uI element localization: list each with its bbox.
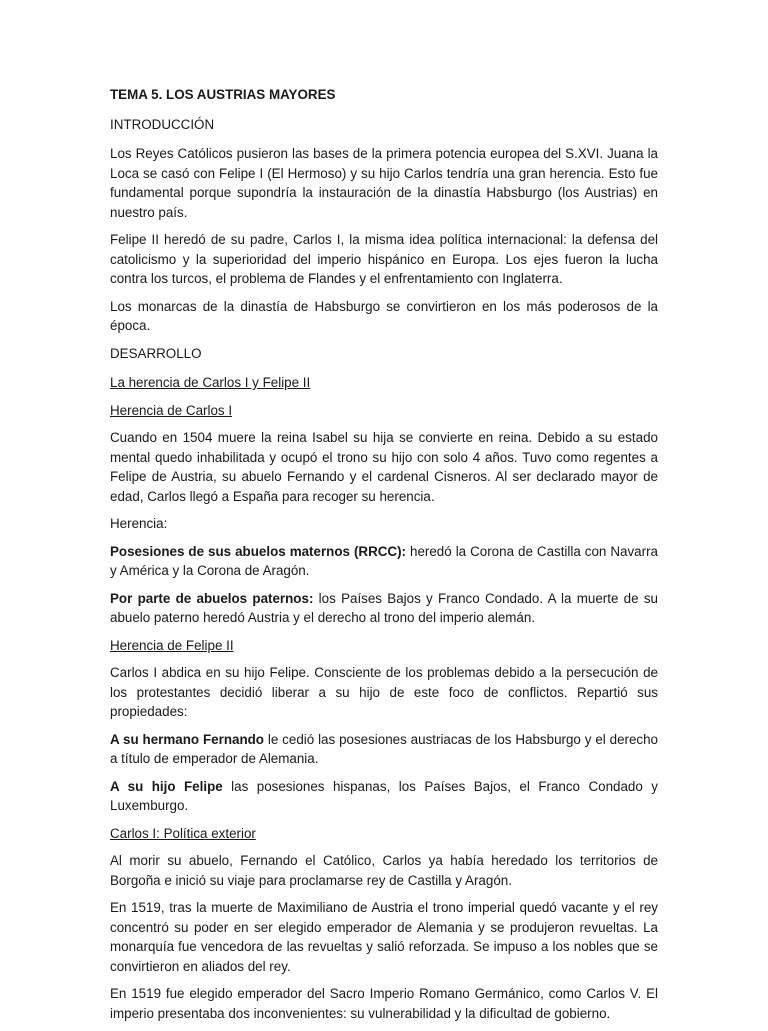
- subsection-title-carlos-i: Herencia de Carlos I: [110, 402, 233, 418]
- felipe-text: las posesiones hispanas, los Países Bajos, el Franco Condado y Luxemburgo.: [110, 778, 658, 813]
- intro-paragraph-3: Los monarcas de la dinastía de Habsburgo se convirtieron en los más poderosos de la época.: [110, 298, 658, 333]
- subsection-title-felipe-ii: Herencia de Felipe II: [110, 637, 234, 653]
- subsection-title-politica-exterior: Carlos I: Política exterior: [110, 825, 256, 841]
- politica-exterior-paragraph-2: En 1519, tras la muerte de Maximiliano de Austria el trono imperial quedó vacante y el rey concentró su poder en ser elegido emperador de Alemania y se produjeron revueltas. La monarquía fue vencedora de las revueltas y salió reforzada. Se impuso a los nobles que se convirtieron en aliados del rey.: [110, 900, 658, 974]
- document-body: [110, 85, 658, 1031]
- felipe-label: A su hijo Felipe: [110, 778, 223, 794]
- politica-exterior-paragraph-1: Al morir su abuelo, Fernando el Católico, Carlos ya había heredado los territorios de Borgoña e inició su viaje para proclamarse rey de Castilla y Aragón.: [110, 853, 658, 888]
- section-title-herencia: La herencia de Carlos I y Felipe II: [110, 375, 311, 390]
- herencia-label: Herencia:: [110, 516, 168, 531]
- document-title: TEMA 5. LOS AUSTRIAS MAYORES: [110, 87, 336, 102]
- paternal-possessions-paragraph: [110, 589, 658, 628]
- fernando-text: le cedió las posesiones austriacas de los Habsburgo y el derecho a título de emperador de Alemania.: [110, 731, 659, 766]
- paternal-possessions-label: Por parte de abuelos paternos:: [110, 590, 314, 606]
- intro-paragraph-2: Felipe II heredó de su padre, Carlos I, la misma idea política internacional: la defensa del catolicismo y la superioridad del imperio hispánico en Europa. Los ejes fueron la lucha contra los turcos, el problema de Flandes y el enfrentamiento con Inglaterra.: [110, 232, 658, 286]
- maternal-possessions-label: Posesiones de sus abuelos maternos (RRCC):: [110, 543, 407, 559]
- development-heading: DESARROLLO: [110, 345, 202, 361]
- politica-exterior-paragraph-3: En 1519 fue elegido emperador del Sacro Imperio Romano Germánico, como Carlos V. El imperio presentaba dos inconvenientes: su vulnerabilidad y la dificultad de gobierno.: [110, 986, 658, 1021]
- maternal-possessions-paragraph: [110, 542, 658, 581]
- maternal-possessions-text: heredó la Corona de Castilla con Navarra y América y la Corona de Aragón.: [110, 543, 658, 578]
- felipe-ii-paragraph-1: Carlos I abdica en su hijo Felipe. Consciente de los problemas debido a la persecución de los protestantes decidió liberar a su hijo de este foco de conflictos. Repartió sus propiedades:: [110, 665, 658, 719]
- felipe-paragraph: [110, 777, 658, 816]
- intro-heading: INTRODUCCIÓN: [110, 116, 215, 132]
- carlos-i-paragraph-1: Cuando en 1504 muere la reina Isabel su hija se convierte en reina. Debido a su estado mental quedo inhabilitada y ocupó el trono su hijo con solo 4 años. Tuvo como regentes a Felipe de Austria, su abuelo Fernando y el cardenal Cisneros. Al ser declarado mayor de edad, Carlos llegó a España para recoger su herencia.: [110, 430, 658, 504]
- paternal-possessions-text: los Países Bajos y Franco Condado. A la muerte de su abuelo paterno heredó Austria y el derecho al trono del imperio alemán.: [110, 590, 658, 625]
- fernando-paragraph: [110, 730, 658, 769]
- intro-paragraph-1: Los Reyes Católicos pusieron las bases de la primera potencia europea del S.XVI. Juana la Loca se casó con Felipe I (El Hermoso) y su hijo Carlos tendría una gran herencia. Esto fue fundamental porque supondría la instauración de la dinastía Habsburgo (los Austrias) en nuestro país.: [110, 146, 658, 220]
- fernando-label: A su hermano Fernando: [110, 731, 264, 747]
